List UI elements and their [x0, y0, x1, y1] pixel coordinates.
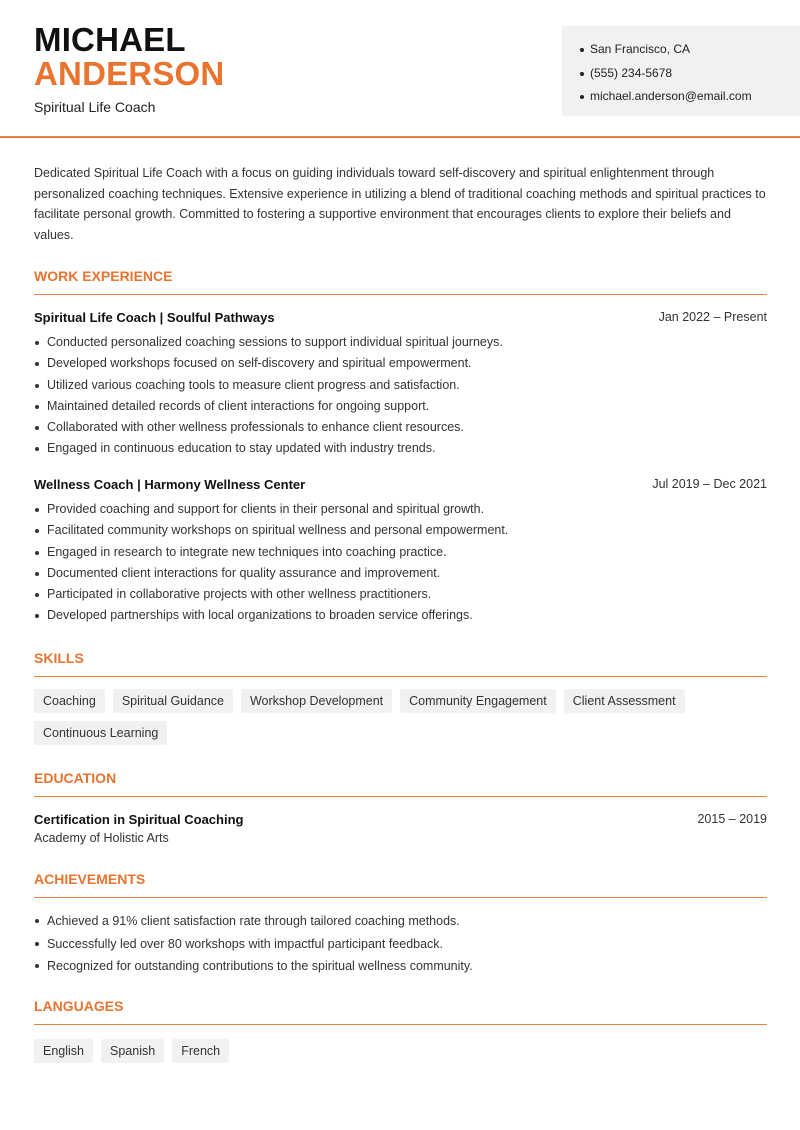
degree: Certification in Spiritual Coaching: [34, 812, 244, 827]
list-item: Conducted personalized coaching sessions to support individual spiritual journeys.: [34, 332, 767, 353]
list-item: Developed partnerships with local organizations to broaden service offerings.: [34, 605, 767, 626]
list-item: Utilized various coaching tools to measure client progress and satisfaction.: [34, 375, 767, 396]
list-item: Collaborated with other wellness professionals to enhance client resources.: [34, 417, 767, 438]
list-item: Documented client interactions for quality assurance and improvement.: [34, 563, 767, 584]
section-title-education: EDUCATION: [34, 770, 767, 797]
language-chip: French: [172, 1039, 229, 1063]
languages-list: [34, 1039, 767, 1063]
contact-phone: (555) 234-5678: [580, 62, 800, 86]
first-name: MICHAEL: [34, 21, 186, 58]
summary: Dedicated Spiritual Life Coach with a focus on guiding individuals toward self-discovery and spiritual enlightenment through personalized coaching techniques. Extensive experience in utilizing a blend of traditional coaching methods and spiritual practices to facilitate personal growth. Committed to fostering a supportive environment that encourages clients to explore their beliefs and values.: [34, 166, 766, 243]
list-item: Engaged in research to integrate new techniques into coaching practice.: [34, 542, 767, 563]
education-header: [34, 812, 767, 830]
skill-chip: Continuous Learning: [34, 721, 167, 745]
language-chip: Spanish: [101, 1039, 164, 1063]
list-item: Provided coaching and support for clients in their personal and spiritual growth.: [34, 499, 767, 520]
school-name: Academy of Holistic Arts: [34, 831, 169, 845]
skill-chip: Client Assessment: [564, 689, 685, 713]
job-header: [34, 477, 767, 495]
job-dates: Jul 2019 – Dec 2021: [652, 477, 767, 491]
list-item: Successfully led over 80 workshops with impactful participant feedback.: [34, 933, 767, 956]
skill-chip: Workshop Development: [241, 689, 392, 713]
resume-header: [0, 0, 800, 138]
section-title-languages: LANGUAGES: [34, 998, 767, 1025]
skills-list: [34, 689, 767, 745]
skill-chip: Spiritual Guidance: [113, 689, 233, 713]
last-name: ANDERSON: [34, 55, 225, 92]
section-title-achievements: ACHIEVEMENTS: [34, 871, 767, 898]
list-item: Facilitated community workshops on spiritual wellness and personal empowerment.: [34, 520, 767, 541]
achievements-list: [34, 910, 767, 978]
list-item: Developed workshops focused on self-discovery and spiritual empowerment.: [34, 353, 767, 374]
list-item: Participated in collaborative projects with other wellness practitioners.: [34, 584, 767, 605]
job-header: [34, 310, 767, 328]
job-bullets: [34, 499, 767, 627]
skill-chip: Coaching: [34, 689, 105, 713]
job-bullets: [34, 332, 767, 460]
job-role: Spiritual Life Coach | Soulful Pathways: [34, 310, 275, 325]
section-title-skills: SKILLS: [34, 650, 767, 677]
job-dates: Jan 2022 – Present: [658, 310, 767, 324]
language-chip: English: [34, 1039, 93, 1063]
skill-chip: Community Engagement: [400, 689, 556, 713]
job-title: Spiritual Life Coach: [34, 99, 156, 115]
education-dates: 2015 – 2019: [697, 812, 767, 826]
section-title-work: WORK EXPERIENCE: [34, 268, 767, 295]
list-item: Maintained detailed records of client interactions for ongoing support.: [34, 396, 767, 417]
job-role: Wellness Coach | Harmony Wellness Center: [34, 477, 306, 492]
list-item: Engaged in continuous education to stay updated with industry trends.: [34, 438, 767, 459]
contact-email: michael.anderson@email.com: [580, 85, 800, 109]
list-item: Recognized for outstanding contributions to the spiritual wellness community.: [34, 955, 767, 978]
list-item: Achieved a 91% client satisfaction rate through tailored coaching methods.: [34, 910, 767, 933]
contact-box: [562, 26, 800, 116]
contact-location: San Francisco, CA: [580, 38, 800, 62]
